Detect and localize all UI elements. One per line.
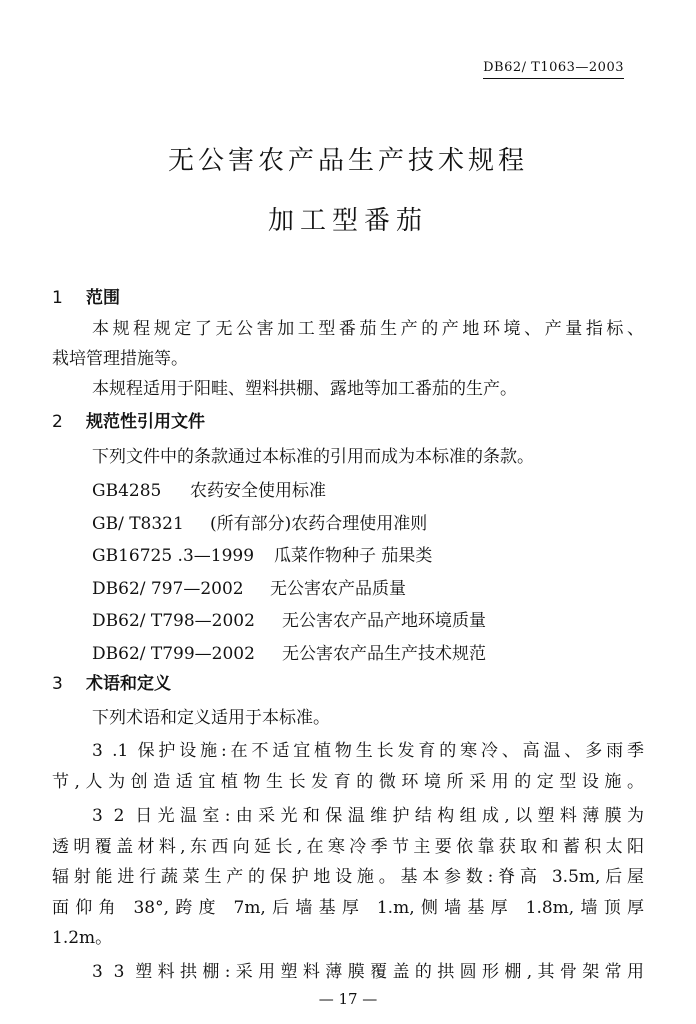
reference-item	[92, 610, 684, 632]
section-heading-scope	[52, 287, 644, 309]
reference-code: GB16725 .3—1999	[92, 546, 255, 566]
definition-line: 面仰角 38°,跨度 7m,后墙基厚 1.m,侧墙基厚 1.8m,墙顶厚	[52, 898, 644, 918]
reference-name: 瓜菜作物种子 茄果类	[274, 546, 433, 566]
reference-name: 无公害农产品生产技术规范	[282, 644, 486, 664]
section-number: 3	[52, 674, 63, 694]
section-heading-normative-references	[52, 411, 644, 433]
reference-code: DB62/ 797—2002	[92, 579, 244, 599]
document-subtitle: 加工型番茄	[267, 206, 428, 236]
definition-line: 1.2m。	[52, 928, 113, 948]
reference-name: 农药安全使用标准	[190, 481, 326, 501]
section-title: 范围	[86, 288, 120, 308]
definition-line: 3 3 塑料拱棚:采用塑料薄膜覆盖的拱圆形棚,其骨架常用	[92, 962, 644, 982]
paragraph-line: 栽培管理措施等。	[52, 349, 188, 369]
section-title: 规范性引用文件	[86, 412, 205, 432]
paragraph-line: 下列文件中的条款通过本标准的引用而成为本标准的条款。	[92, 447, 534, 467]
reference-code: DB62/ T799—2002	[92, 644, 255, 664]
reference-code: GB/ T8321	[92, 514, 184, 534]
section-number: 2	[52, 412, 63, 432]
definition-line: 透明覆盖材料,东西向延长,在寒冷季节主要依靠获取和蓄积太阳	[52, 837, 644, 857]
paragraph-line: 下列术语和定义适用于本标准。	[92, 708, 330, 728]
definition-line: 3 .1 保护设施:在不适宜植物生长发育的寒冷、高温、多雨季	[92, 741, 644, 761]
reference-name: 无公害农产品质量	[270, 579, 406, 599]
section-title: 术语和定义	[86, 674, 171, 694]
reference-item	[92, 513, 684, 535]
section-heading-terms-definitions	[52, 673, 644, 695]
page-number: — 17 —	[318, 990, 378, 1008]
reference-name: (所有部分)农药合理使用准则	[210, 514, 428, 534]
section-number: 1	[52, 288, 63, 308]
definition-line: 辐射能进行蔬菜生产的保护地设施。基本参数:脊高 3.5m,后屋	[52, 867, 644, 887]
standard-code: DB62/ T1063—2003	[483, 60, 624, 79]
paragraph-line: 本规程适用于阳畦、塑料拱棚、露地等加工番茄的生产。	[92, 379, 517, 399]
paragraph-line: 本规程规定了无公害加工型番茄生产的产地环境、产量指标、	[92, 319, 644, 339]
reference-code: DB62/ T798—2002	[92, 611, 255, 631]
reference-item	[92, 578, 684, 600]
reference-item	[92, 545, 684, 567]
definition-line: 3 2 日光温室:由采光和保温维护结构组成,以塑料薄膜为	[92, 806, 644, 826]
reference-code: GB4285	[92, 481, 162, 501]
reference-item	[92, 643, 684, 665]
definition-line: 节,人为创造适宜植物生长发育的微环境所采用的定型设施。	[52, 772, 644, 792]
reference-name: 无公害农产品产地环境质量	[282, 611, 486, 631]
reference-item	[92, 480, 684, 502]
document-title: 无公害农产品生产技术规程	[167, 146, 528, 176]
